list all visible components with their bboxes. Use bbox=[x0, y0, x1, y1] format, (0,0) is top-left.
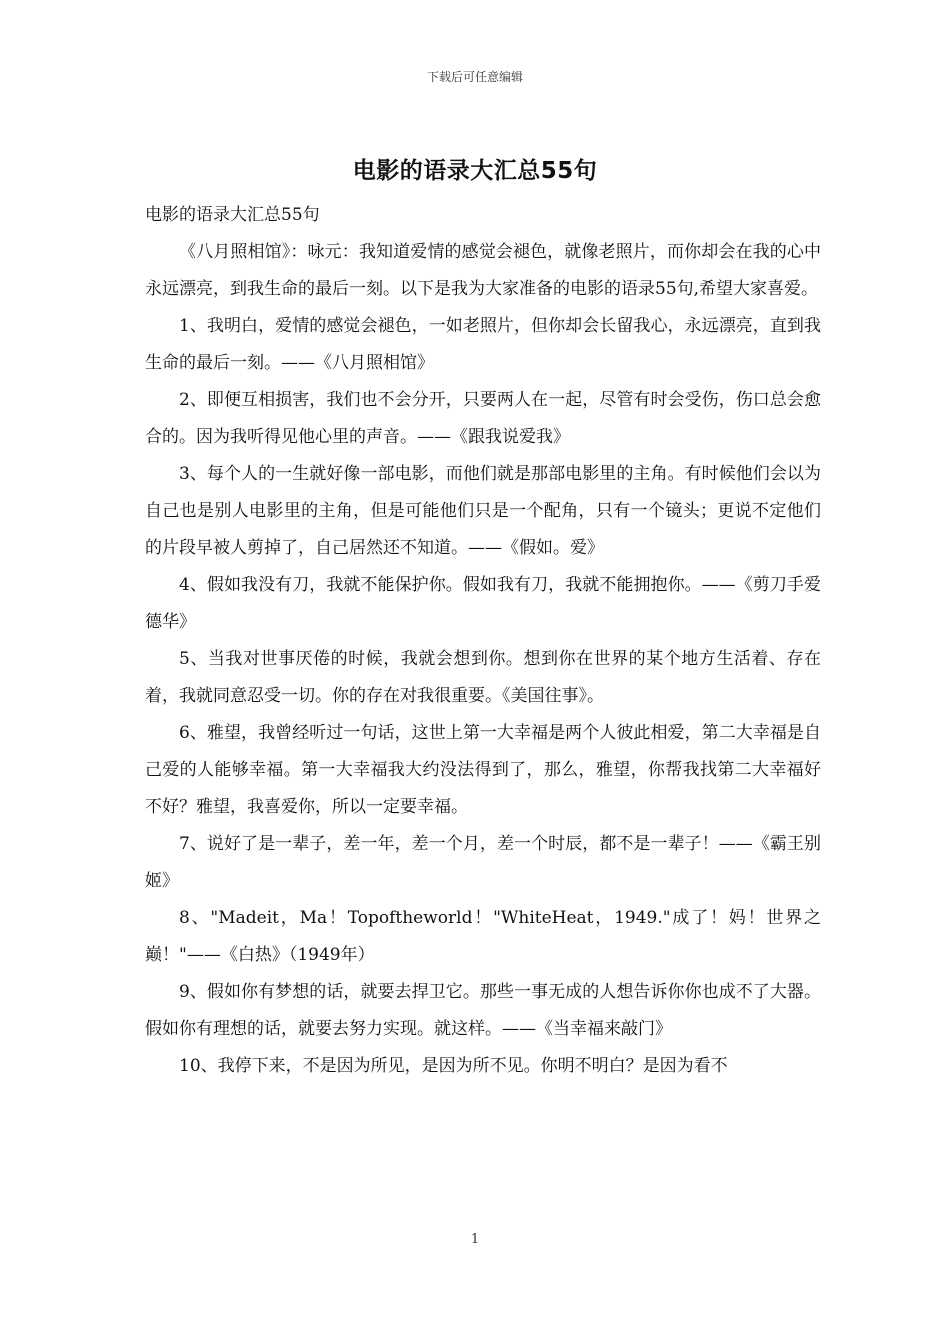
subtitle-paragraph: 电影的语录大汇总55句 bbox=[145, 205, 320, 225]
page-header-note: 下载后可任意编辑 bbox=[426, 70, 523, 84]
quote-paragraph: 5、当我对世事厌倦的时候，我就会想到你。想到你在世界的某个地方生活着、存在着，我就同意忍受一切。你的存在对我很重要。《美国往事》。 bbox=[145, 649, 821, 706]
quote-paragraph: 9、假如你有梦想的话，就要去捍卫它。那些一事无成的人想告诉你你也成不了大器。假如你有理想的话，就要去努力实现。就这样。——《当幸福来敲门》 bbox=[145, 982, 821, 1039]
document-body bbox=[145, 197, 821, 1085]
quote-paragraph: 6、雅望，我曾经听过一句话，这世上第一大幸福是两个人彼此相爱，第二大幸福是自己爱的人能够幸福。第一大幸福我大约没法得到了，那么，雅望，你帮我找第二大幸福好不好？雅望，我喜爱你，所以一定要幸福。 bbox=[145, 723, 821, 817]
quote-paragraph: 2、即便互相损害，我们也不会分开，只要两人在一起，尽管有时会受伤，伤口总会愈合的。因为我听得见他心里的声音。——《跟我说爱我》 bbox=[145, 390, 821, 447]
intro-paragraph: 《八月照相馆》：咏元：我知道爱情的感觉会褪色，就像老照片，而你却会在我的心中永远漂亮，到我生命的最后一刻。以下是我为大家准备的电影的语录55句,希望大家喜爱。 bbox=[145, 242, 821, 299]
quote-paragraph: 3、每个人的一生就好像一部电影，而他们就是那部电影里的主角。有时候他们会以为自己也是别人电影里的主角，但是可能他们只是一个配角，只有一个镜头；更说不定他们的片段早被人剪掉了，自己居然还不知道。——《假如。爱》 bbox=[145, 464, 821, 558]
quote-paragraph: 10、我停下来，不是因为所见，是因为所不见。你明不明白？是因为看不 bbox=[179, 1056, 728, 1076]
quote-paragraph: 8、"Madeit，Ma！Topoftheworld！"WhiteHeat，1949."成了！妈！世界之巅！"——《白热》（1949年） bbox=[145, 908, 821, 965]
document-title: 电影的语录大汇总55句 bbox=[352, 158, 598, 184]
page-number: 1 bbox=[470, 1232, 480, 1247]
quote-paragraph: 1、我明白，爱情的感觉会褪色，一如老照片，但你却会长留我心，永远漂亮，直到我生命的最后一刻。——《八月照相馆》 bbox=[145, 316, 821, 373]
quote-paragraph: 7、说好了是一辈子，差一年，差一个月，差一个时辰，都不是一辈子！——《霸王别姬》 bbox=[145, 834, 821, 891]
quote-paragraph: 4、假如我没有刀，我就不能保护你。假如我有刀，我就不能拥抱你。——《剪刀手爱德华》 bbox=[145, 575, 821, 632]
